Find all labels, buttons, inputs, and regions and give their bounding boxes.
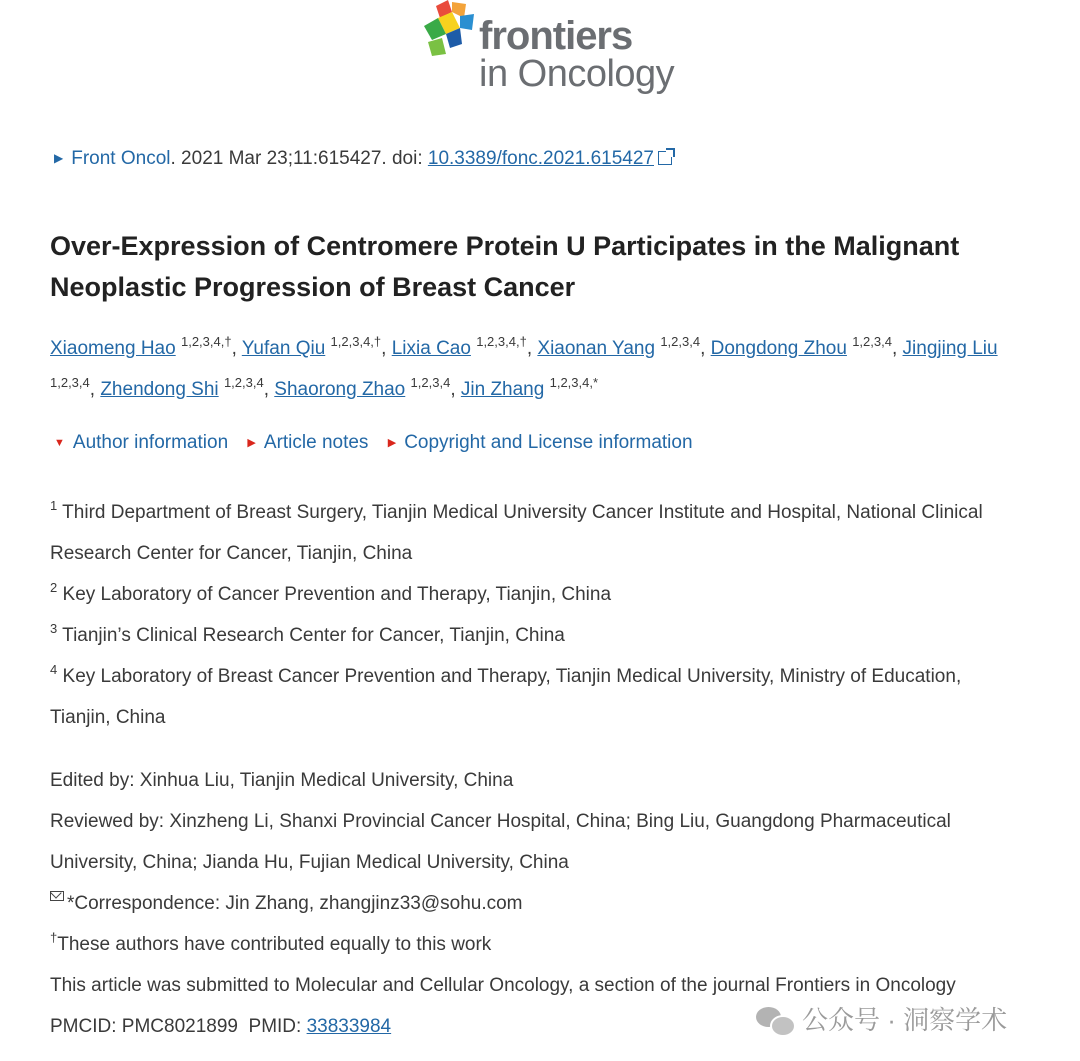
- collapsed-arrow-icon: ▶: [387, 437, 397, 449]
- envelope-icon[interactable]: [50, 891, 64, 901]
- collapsed-arrow-icon: ▶: [247, 437, 256, 449]
- affiliations-list: [50, 492, 1060, 738]
- author-link[interactable]: Lixia Cao: [391, 338, 471, 359]
- edited-by: Edited by: Xinhua Liu, Tianjin Medical University, China: [50, 770, 514, 791]
- reviewed-by: Reviewed by: Xinzheng Li, Shanxi Provincial Cancer Hospital, China; Bing Liu, Guangdong Pharmaceutical: [50, 811, 951, 832]
- author-affiliation-sup: 1,2,3,4: [223, 374, 264, 390]
- article-title: Over-Expression of Centromere Protein U Participates in the Malignant Neoplastic Progression of Breast Cancer: [50, 231, 960, 302]
- frontiers-logo-icon: [422, 0, 478, 58]
- submission-note: This article was submitted to Molecular and Cellular Oncology, a section of the journal Frontiers in Oncology: [50, 975, 956, 996]
- author-affiliation-sup: 1,2,3,4,†: [180, 333, 232, 349]
- author-list: Xiaomeng Hao $^{1,2,3,4,\dagger}$, Yufan Qiu $^{1,2,3,4,\dagger}$, Lixia Cao $^{1,2,3,4,\dagger}$, Xiaonan Yang $^{1,2,3,4}$, Dongdong Zhou $^{1,2,3,4}$, Jingjing Liu $^{1,2,3,4}$, Zhendong Shi $^{1,2,3,4}$, Shaorong Zhao $^{1,2,3,4}$, Jin Zhang $^{1,2,3,4,*}$: [50, 333, 998, 400]
- doi-link[interactable]: 10.3389/fonc.2021.615427: [427, 148, 654, 169]
- affiliation-item: $^1$ Third Department of Breast Surgery, Tianjin Medical University Cancer Institute and Hospital, National Clinical: [50, 497, 983, 523]
- expand-triangle-icon[interactable]: ▶: [54, 151, 64, 165]
- wechat-icon: [756, 1005, 796, 1035]
- citation-line: [54, 148, 672, 170]
- identifiers: PMCID: PMC8021899 PMID: 33833984: [50, 1016, 392, 1037]
- external-link-icon[interactable]: [658, 151, 672, 165]
- author-link[interactable]: Xiaomeng Hao: [50, 338, 176, 359]
- author-link[interactable]: Jin Zhang: [460, 379, 545, 400]
- logo-subtitle: in Oncology: [479, 53, 675, 95]
- logo-wordmark: frontiers: [479, 14, 633, 58]
- affiliation-item: $^3$ Tianjin’s Clinical Research Center for Cancer, Tianjin, China: [50, 620, 565, 646]
- author-information-toggle[interactable]: ▼ Author information: [54, 432, 229, 453]
- author-affiliation-sup: 1,2,3,4: [410, 374, 451, 390]
- article-notes-toggle[interactable]: ▶ Article notes: [247, 432, 369, 453]
- reviewed-by-continued: University, China; Jianda Hu, Fujian Medical University, China: [50, 852, 569, 873]
- author-link[interactable]: Dongdong Zhou: [710, 338, 847, 359]
- expanded-arrow-icon: ▼: [54, 437, 65, 449]
- author-affiliation-sup: 1,2,3,4,†: [476, 333, 527, 349]
- equal-contribution-note: †These authors have contributed equally to this work: [50, 929, 492, 955]
- correspondence: *Correspondence: Jin Zhang, zhangjinz33@sohu.com: [50, 883, 1060, 924]
- author-affiliation-sup: 1,2,3,4: [660, 333, 701, 349]
- author-affiliation-sup: 1,2,3,4,†: [330, 333, 382, 349]
- author-link[interactable]: Yufan Qiu: [241, 338, 326, 359]
- author-affiliation-sup: 1,2,3,4,*: [549, 374, 599, 390]
- author-affiliation-sup: 1,2,3,4: [852, 333, 892, 349]
- journal-link[interactable]: Front Oncol: [71, 148, 171, 169]
- copyright-license-toggle[interactable]: ▶ Copyright and License information: [387, 432, 693, 453]
- wechat-watermark: 公众号 · 洞察学术: [756, 1000, 1007, 1040]
- info-links-bar: [54, 432, 707, 454]
- pmid-link[interactable]: 33833984: [306, 1016, 392, 1037]
- author-affiliation-sup: 1,2,3,4: [50, 374, 90, 390]
- author-link[interactable]: Shaorong Zhao: [274, 379, 406, 400]
- author-link[interactable]: Zhendong Shi: [100, 379, 219, 400]
- affiliation-item: $^4$ Key Laboratory of Breast Cancer Prevention and Therapy, Tianjin Medical University, Ministry of Education,: [50, 661, 962, 687]
- affiliation-item-continued: Tianjin, China: [50, 707, 166, 728]
- affiliation-item: $^2$ Key Laboratory of Cancer Prevention and Therapy, Tianjin, China: [50, 579, 612, 605]
- author-link[interactable]: Xiaonan Yang: [537, 338, 656, 359]
- journal-logo: [422, 0, 702, 100]
- author-link[interactable]: Jingjing Liu: [902, 338, 998, 359]
- affiliation-item-continued: Research Center for Cancer, Tianjin, China: [50, 543, 413, 564]
- pmcid: PMCID: PMC8021899: [50, 1016, 238, 1037]
- citation-details: . 2021 Mar 23;11:615427. doi:: [170, 148, 428, 169]
